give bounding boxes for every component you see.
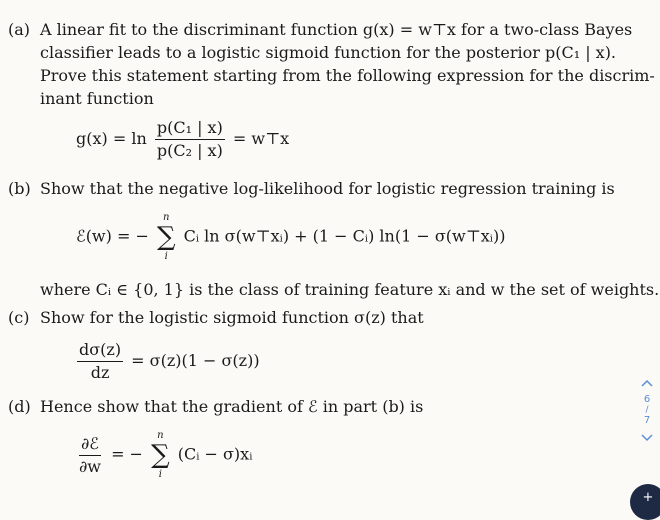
sigma-glyph: ∑: [156, 222, 176, 252]
problem-text: [40, 18, 655, 110]
current-page-number: 6: [643, 394, 651, 405]
text-line: Hence show that the gradient of ℰ in part (b) is: [40, 397, 424, 416]
fraction-numerator: p(C₁ | x): [155, 118, 225, 140]
sum-upper-limit: n: [157, 430, 164, 441]
equation-c: [74, 340, 260, 383]
text-line: A linear fit to the discriminant function g(x) = w⊤x for a two-class Bayes: [40, 20, 633, 39]
text-line: Show for the logistic sigmoid function σ(z) that: [40, 308, 424, 327]
problem-label: (b): [8, 179, 31, 198]
equation-d: [74, 430, 252, 480]
text-line: Prove this statement starting from the following expression for the discrim-: [40, 66, 655, 85]
fraction: [155, 118, 225, 161]
fraction-numerator: dσ(z): [77, 340, 123, 362]
sum-lower-limit: i: [164, 251, 168, 262]
fraction-numerator: ∂ℰ: [79, 434, 101, 456]
problem-label: (a): [8, 20, 31, 39]
chevron-down-icon[interactable]: [636, 427, 658, 449]
page-separator: /: [645, 405, 649, 415]
text-line: where Cᵢ ∈ {0, 1} is the class of training feature xᵢ and w the set of weights.: [40, 280, 660, 299]
problem-text: [40, 395, 608, 418]
equation-lhs: ℰ(w) = −: [76, 226, 149, 246]
equation-mid: = −: [111, 444, 143, 464]
fraction-denominator: p(C₂ | x): [156, 141, 223, 160]
plus-icon: +: [642, 490, 654, 505]
problem-a: [8, 18, 655, 110]
problem-label: (d): [8, 397, 31, 416]
sigma-glyph: ∑: [151, 440, 170, 470]
problem-text: [40, 278, 660, 301]
sum-upper-limit: n: [163, 212, 170, 223]
equation-rhs: Cᵢ ln σ(w⊤xᵢ) + (1 − Cᵢ) ln(1 − σ(w⊤xᵢ)): [183, 226, 506, 246]
problem-b-continued: [8, 278, 660, 301]
text-line: Show that the negative log-likelihood for logistic regression training is: [40, 179, 615, 198]
equation-rhs: = σ(z)(1 − σ(z)): [131, 351, 260, 370]
fraction: [77, 434, 103, 477]
fraction-denominator: dz: [90, 363, 110, 382]
total-page-count: 7: [643, 415, 651, 426]
text-line: inant function: [40, 89, 154, 108]
summation-symbol: [151, 430, 170, 480]
problem-b: [8, 177, 615, 200]
equation-rhs: = w⊤x: [232, 129, 290, 148]
equation-b: [76, 212, 505, 262]
problem-text: [40, 306, 608, 329]
page-navigator: [636, 372, 658, 449]
text-line: classifier leads to a logistic sigmoid function for the posterior p(C₁ | x).: [40, 43, 617, 62]
floating-action-button[interactable]: [630, 484, 660, 520]
fraction-denominator: ∂w: [79, 456, 101, 476]
problem-d: [8, 395, 608, 418]
equation-a: [76, 118, 289, 161]
equation-rhs: (Cᵢ − σ)xᵢ: [177, 444, 253, 464]
problem-c: [8, 306, 608, 329]
summation-symbol: [157, 212, 176, 262]
problem-label: (c): [8, 308, 30, 327]
fraction: [77, 340, 123, 383]
problem-text: [40, 177, 615, 200]
equation-lhs: g(x) = ln: [76, 129, 147, 148]
sum-lower-limit: i: [158, 469, 162, 480]
chevron-up-icon[interactable]: [636, 372, 658, 394]
